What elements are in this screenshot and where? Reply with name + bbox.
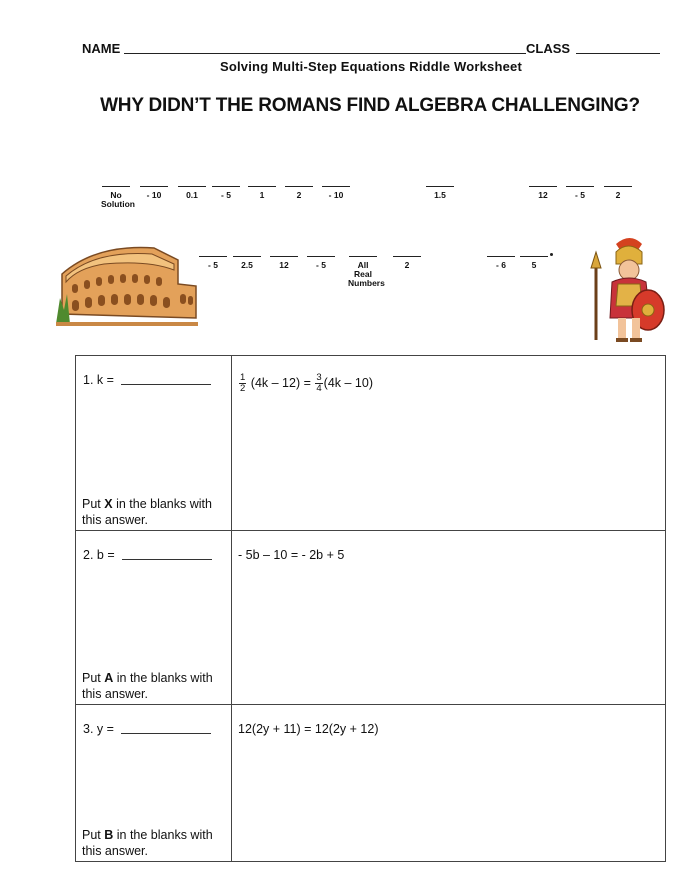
answer-value: - 5 [221, 190, 231, 200]
answer-slot[interactable] [101, 186, 135, 209]
answer-letter: X [104, 497, 113, 511]
answer-value: 2.5 [241, 260, 253, 270]
class-label: CLASS [526, 41, 571, 56]
answer-slot[interactable] [519, 256, 549, 270]
problem-row [76, 531, 666, 705]
answer-cell [76, 531, 232, 705]
instruction-note: Put X in the blanks with this answer. [82, 497, 212, 527]
answer-slot[interactable] [425, 186, 455, 200]
equation: 12(2y + 11) = 12(2y + 12) [238, 722, 379, 736]
answer-slot[interactable] [232, 256, 262, 270]
answer-value: 12 [538, 190, 548, 200]
answer-value: 2 [296, 190, 302, 200]
answer-slot[interactable] [603, 186, 633, 200]
answer-value: - 5 [208, 260, 218, 270]
work-area[interactable] [232, 356, 666, 531]
answer-slot[interactable] [306, 256, 336, 270]
answer-value: - 5 [316, 260, 326, 270]
class-field[interactable] [576, 53, 660, 54]
name-field[interactable] [124, 53, 526, 54]
answer-value: 12 [279, 260, 289, 270]
answer-blank[interactable] [121, 384, 211, 385]
answer-value: 2 [404, 260, 410, 270]
answer-slot[interactable] [211, 186, 241, 200]
student-info-line [82, 41, 660, 57]
fraction: $\frac{1}{2}$ [240, 372, 246, 394]
answer-value: No Solution [101, 190, 135, 209]
answer-letter: B [104, 828, 114, 842]
answer-value: 5 [531, 260, 537, 270]
answer-slot[interactable] [528, 186, 558, 200]
answer-blank[interactable] [121, 733, 211, 734]
instruction-note: Put B in the blanks with this answer. [82, 828, 213, 858]
answer-letter: A [104, 671, 114, 685]
answer-slot[interactable] [269, 256, 299, 270]
answer-slot[interactable] [392, 256, 422, 270]
worksheet-subtitle: Solving Multi-Step Equations Riddle Worksheet [219, 59, 522, 74]
instruction-note: Put A in the blanks with this answer. [82, 671, 213, 701]
answer-slot[interactable] [284, 186, 314, 200]
answer-slot[interactable] [198, 256, 228, 270]
work-area[interactable] [232, 705, 666, 862]
answer-value: - 6 [496, 260, 506, 270]
answer-cell [76, 356, 232, 531]
problem-variable-label: 1. k = [83, 373, 118, 387]
answer-slot[interactable] [565, 186, 595, 200]
answer-slot[interactable] [321, 186, 351, 200]
answer-value: - 10 [146, 190, 162, 200]
problem-variable-label: 2. b = [83, 548, 119, 562]
answer-cell [76, 705, 232, 862]
answer-value: 1 [259, 190, 265, 200]
answer-value: 1.5 [434, 190, 446, 200]
answer-slot[interactable] [139, 186, 169, 200]
colosseum-illustration [56, 240, 198, 326]
period-mark [550, 253, 553, 256]
problem-label [83, 548, 212, 562]
problems-table [75, 355, 666, 862]
answer-slot[interactable] [177, 186, 207, 200]
equation: $\frac{1}{2}$ (4k – 12) = $\frac{3}{4}$ (4k – 10) [240, 372, 373, 394]
answer-value: 2 [615, 190, 621, 200]
answer-value: All Real Numbers [348, 260, 385, 288]
roman-soldier-illustration [578, 234, 670, 346]
problem-label [83, 373, 211, 387]
answer-slot[interactable] [247, 186, 277, 200]
problem-row [76, 705, 666, 862]
equation: - 5b – 10 = - 2b + 5 [238, 548, 345, 562]
problem-row [76, 356, 666, 531]
answer-blank[interactable] [122, 559, 212, 560]
fraction: $\frac{3}{4}$ [316, 372, 322, 394]
answer-value: - 5 [575, 190, 585, 200]
work-area[interactable] [232, 531, 666, 705]
riddle-question: WHY DIDN’T THE ROMANS FIND ALGEBRA CHALLENGING? [100, 95, 640, 116]
answer-slot[interactable] [348, 256, 385, 288]
answer-value: - 10 [328, 190, 344, 200]
answer-value: 0.1 [186, 190, 198, 200]
answer-slot[interactable] [486, 256, 516, 270]
problem-variable-label: 3. y = [83, 722, 118, 736]
problem-label [83, 722, 211, 736]
name-label: NAME [82, 41, 121, 56]
